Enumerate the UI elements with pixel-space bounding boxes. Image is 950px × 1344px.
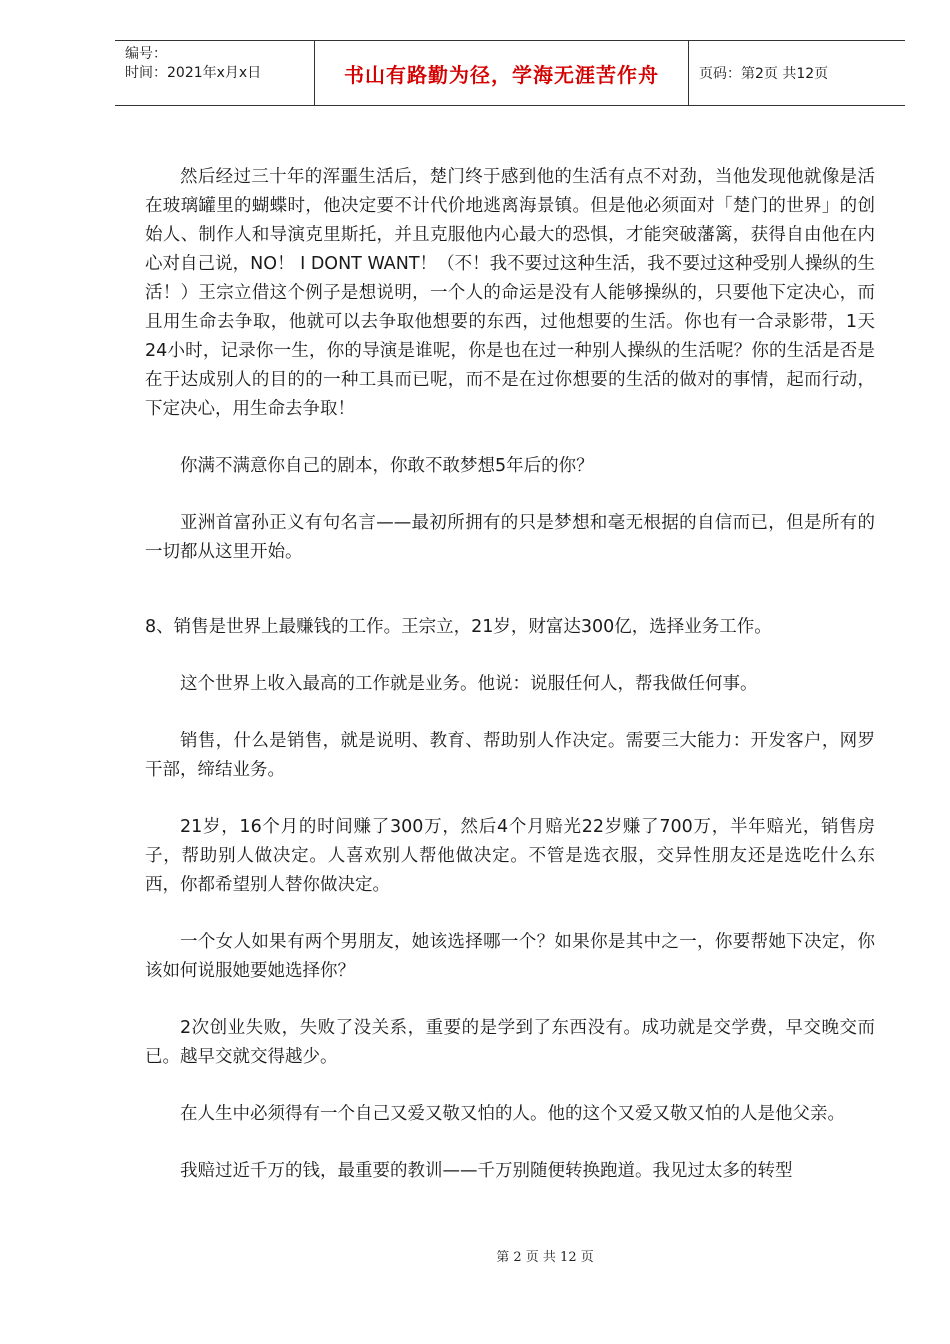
- paragraph: 然后经过三十年的浑噩生活后，楚门终于感到他的生活有点不对劲，当他发现他就像是活在玻璃罐里的蝴蝶时，他决定要不计代价地逃离海景镇。但是他必须面对「楚门的世界」的创始人、制作人和导演克里斯托，并且克服他内心最大的恐惧，才能突破藩篱，获得自由他在内心对自己说，NO！ I DONT WANT！（不！我不要过这种生活，我不要过这种受别人操纵的生活！）王宗立借这个例子是想说明，一个人的命运是没有人能够操纵的，只要他下定决心，而且用生命去争取，他就可以去争取他想要的东西，过他想要的生活。你也有一合录影带，1天24小时，记录你一生，你的导演是谁呢，你是也在过一种别人操纵的生活呢？你的生活是否是在于达成别人的目的的一种工具而已呢，而不是在过你想要的生活的做对的事情，起而行动，下定决心，用生命去争取！: [145, 167, 875, 419]
- paragraph: 我赔过近千万的钱，最重要的教训——千万别随便转换跑道。我见过太多的转型: [180, 1161, 793, 1181]
- paragraph: 在人生中必须得有一个自己又爱又敬又怕的人。他的这个又爱又敬又怕的人是他父亲。: [180, 1104, 845, 1124]
- paragraph: 这个世界上收入最高的工作就是业务。他说：说服任何人，帮我做任何事。: [180, 674, 758, 694]
- paragraph: 21岁，16个月的时间赚了300万，然后4个月赔光22岁赚了700万，半年赔光，销售房子，帮助别人做决定。人喜欢别人帮他做决定。不管是选衣服，交异性朋友还是选吃什么东西，你都希望别人替你做决定。: [145, 817, 875, 895]
- paragraph: 销售，什么是销售，就是说明、教育、帮助别人作决定。需要三大能力：开发客户，网罗干部，缔结业务。: [145, 731, 875, 780]
- header-motto: 书山有路勤为径，学海无涯苦作舟: [315, 41, 689, 105]
- document-time-label: 时间：2021年x月x日: [125, 65, 262, 81]
- paragraph: 你满不满意你自己的剧本，你敢不敢梦想5年后的你？: [180, 456, 594, 476]
- paragraph: 一个女人如果有两个男朋友，她该选择哪一个？如果你是其中之一，你要帮她下决定，你该如何说服她要她选择你？: [145, 932, 875, 981]
- paragraph: 2次创业失败，失败了没关系，重要的是学到了东西没有。成功就是交学费，早交晚交而已。越早交就交得越少。: [145, 1018, 875, 1067]
- page-header: [115, 40, 905, 106]
- header-meta: [115, 41, 315, 105]
- section-heading-paragraph: 8、销售是世界上最赚钱的工作。王宗立，21岁，财富达300亿，选择业务工作。: [145, 617, 772, 637]
- page-footer: 第 2 页 共 12 页: [496, 1250, 594, 1265]
- document-number-label: 编号：: [125, 46, 167, 62]
- document-body: [145, 163, 875, 1214]
- paragraph: 亚洲首富孙正义有句名言——最初所拥有的只是梦想和毫无根据的自信而已，但是所有的一切都从这里开始。: [145, 513, 875, 562]
- header-page-label: 页码：第2页 共12页: [699, 66, 829, 82]
